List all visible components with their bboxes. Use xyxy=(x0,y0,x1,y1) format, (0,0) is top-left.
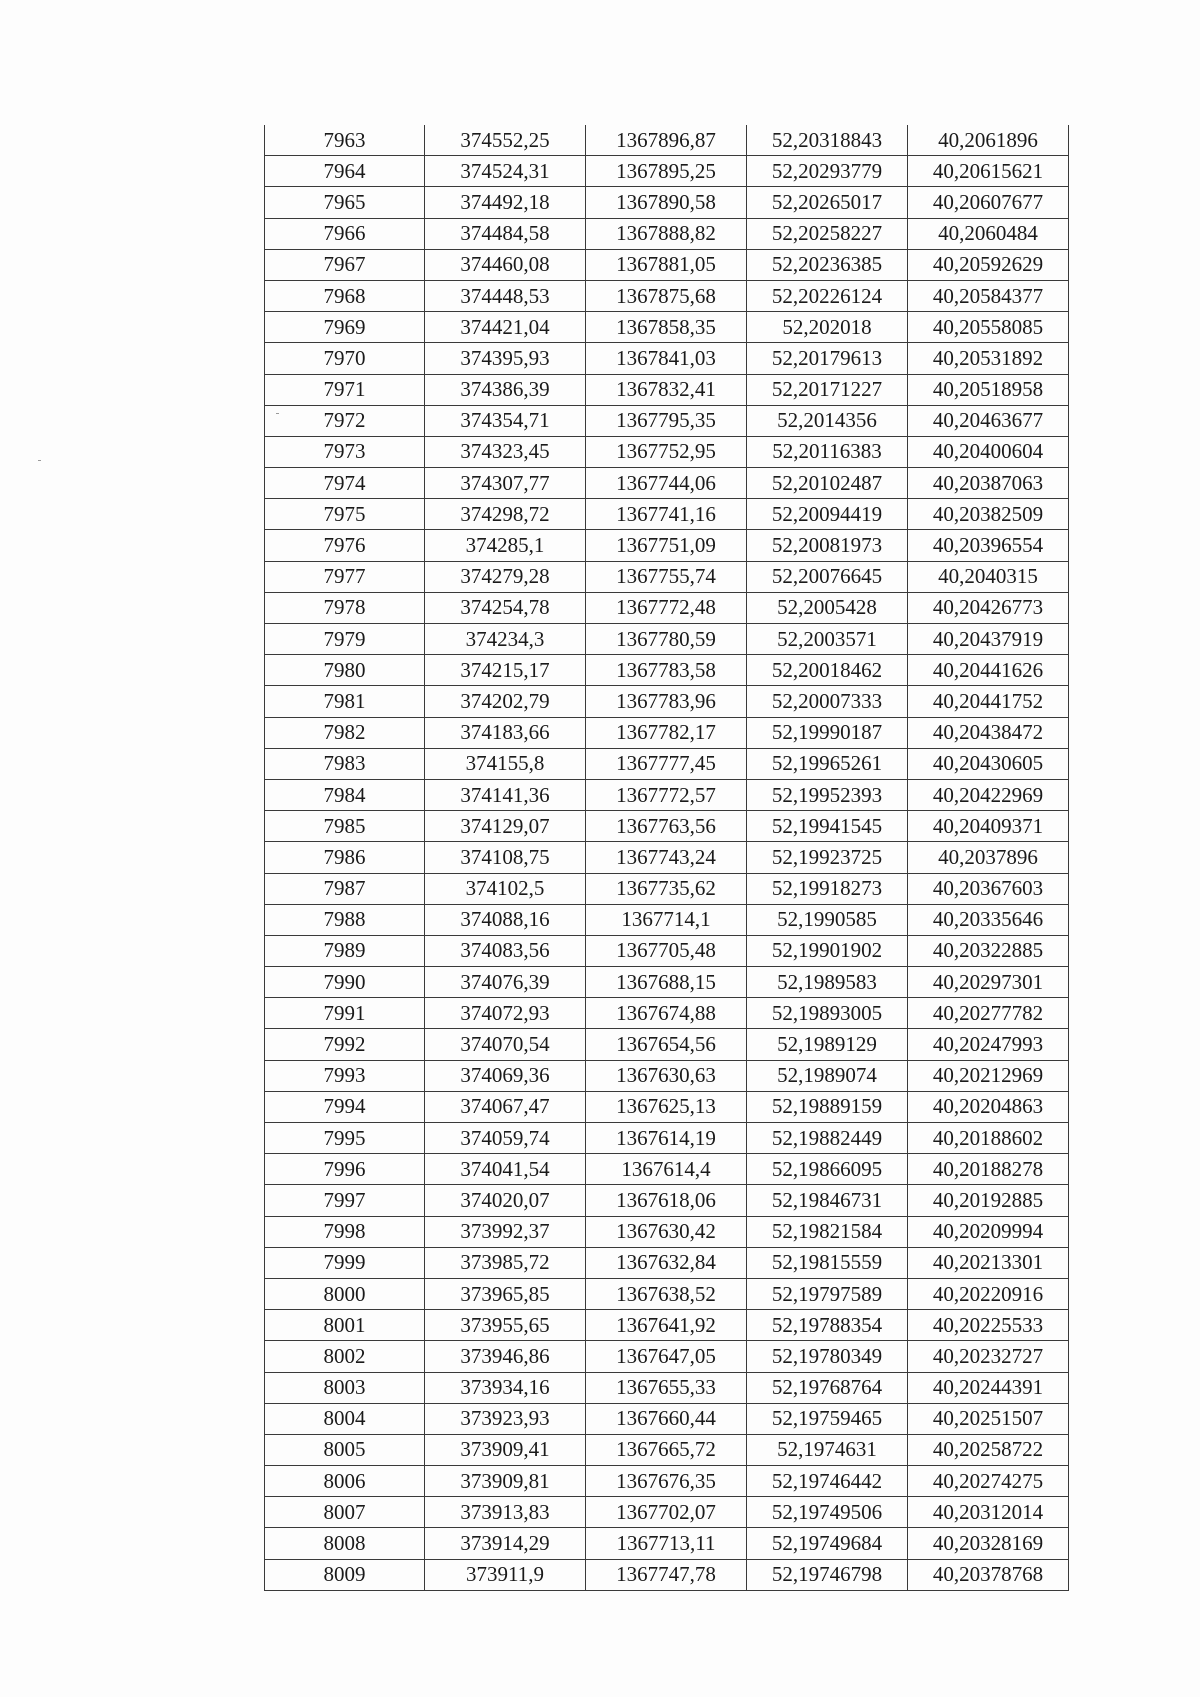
longitude-cell: 40,20277782 xyxy=(908,998,1069,1029)
longitude-cell: 40,2060484 xyxy=(908,218,1069,249)
y-coordinate-cell: 1367705,48 xyxy=(586,935,747,966)
point-number-cell: 8003 xyxy=(265,1372,425,1403)
x-coordinate-cell: 374254,78 xyxy=(425,592,586,623)
point-number-cell: 8007 xyxy=(265,1497,425,1528)
y-coordinate-cell: 1367875,68 xyxy=(586,280,747,311)
y-coordinate-cell: 1367881,05 xyxy=(586,249,747,280)
x-coordinate-cell: 373934,16 xyxy=(425,1372,586,1403)
latitude-cell: 52,19749684 xyxy=(747,1528,908,1559)
x-coordinate-cell: 374183,66 xyxy=(425,717,586,748)
x-coordinate-cell: 374076,39 xyxy=(425,967,586,998)
point-number-cell: 7982 xyxy=(265,717,425,748)
y-coordinate-cell: 1367625,13 xyxy=(586,1091,747,1122)
x-coordinate-cell: 374323,45 xyxy=(425,436,586,467)
x-coordinate-cell: 374421,04 xyxy=(425,312,586,343)
x-coordinate-cell: 374279,28 xyxy=(425,561,586,592)
y-coordinate-cell: 1367654,56 xyxy=(586,1029,747,1060)
longitude-cell: 40,20274275 xyxy=(908,1466,1069,1497)
latitude-cell: 52,20226124 xyxy=(747,280,908,311)
point-number-cell: 7993 xyxy=(265,1060,425,1091)
longitude-cell: 40,20441752 xyxy=(908,686,1069,717)
longitude-cell: 40,20212969 xyxy=(908,1060,1069,1091)
y-coordinate-cell: 1367676,35 xyxy=(586,1466,747,1497)
table-row xyxy=(265,1278,1069,1309)
longitude-cell: 40,20244391 xyxy=(908,1372,1069,1403)
coordinates-table xyxy=(264,125,1069,1591)
longitude-cell: 40,20558085 xyxy=(908,312,1069,343)
table-row xyxy=(265,1091,1069,1122)
x-coordinate-cell: 373914,29 xyxy=(425,1528,586,1559)
latitude-cell: 52,19866095 xyxy=(747,1154,908,1185)
x-coordinate-cell: 374129,07 xyxy=(425,811,586,842)
table-row xyxy=(265,280,1069,311)
x-coordinate-cell: 373965,85 xyxy=(425,1278,586,1309)
y-coordinate-cell: 1367688,15 xyxy=(586,967,747,998)
table-row xyxy=(265,624,1069,655)
y-coordinate-cell: 1367782,17 xyxy=(586,717,747,748)
x-coordinate-cell: 374307,77 xyxy=(425,468,586,499)
table-row xyxy=(265,1434,1069,1465)
x-coordinate-cell: 374069,36 xyxy=(425,1060,586,1091)
latitude-cell: 52,2005428 xyxy=(747,592,908,623)
x-coordinate-cell: 374041,54 xyxy=(425,1154,586,1185)
latitude-cell: 52,19952393 xyxy=(747,779,908,810)
point-number-cell: 7970 xyxy=(265,343,425,374)
x-coordinate-cell: 373992,37 xyxy=(425,1216,586,1247)
x-coordinate-cell: 374202,79 xyxy=(425,686,586,717)
point-number-cell: 7994 xyxy=(265,1091,425,1122)
point-number-cell: 7977 xyxy=(265,561,425,592)
longitude-cell: 40,20592629 xyxy=(908,249,1069,280)
latitude-cell: 52,19746442 xyxy=(747,1466,908,1497)
table-row xyxy=(265,1341,1069,1372)
y-coordinate-cell: 1367752,95 xyxy=(586,436,747,467)
point-number-cell: 7981 xyxy=(265,686,425,717)
x-coordinate-cell: 374492,18 xyxy=(425,187,586,218)
longitude-cell: 40,20387063 xyxy=(908,468,1069,499)
y-coordinate-cell: 1367614,19 xyxy=(586,1123,747,1154)
longitude-cell: 40,20312014 xyxy=(908,1497,1069,1528)
point-number-cell: 8008 xyxy=(265,1528,425,1559)
table-row xyxy=(265,1559,1069,1590)
point-number-cell: 7984 xyxy=(265,779,425,810)
table-row xyxy=(265,935,1069,966)
longitude-cell: 40,20209994 xyxy=(908,1216,1069,1247)
latitude-cell: 52,20265017 xyxy=(747,187,908,218)
table-row xyxy=(265,842,1069,873)
table-row xyxy=(265,779,1069,810)
longitude-cell: 40,20518958 xyxy=(908,374,1069,405)
x-coordinate-cell: 374067,47 xyxy=(425,1091,586,1122)
x-coordinate-cell: 374234,3 xyxy=(425,624,586,655)
longitude-cell: 40,20367603 xyxy=(908,873,1069,904)
latitude-cell: 52,20081973 xyxy=(747,530,908,561)
point-number-cell: 7985 xyxy=(265,811,425,842)
latitude-cell: 52,19746798 xyxy=(747,1559,908,1590)
x-coordinate-cell: 374108,75 xyxy=(425,842,586,873)
table-row xyxy=(265,811,1069,842)
y-coordinate-cell: 1367702,07 xyxy=(586,1497,747,1528)
latitude-cell: 52,20258227 xyxy=(747,218,908,249)
y-coordinate-cell: 1367632,84 xyxy=(586,1247,747,1278)
latitude-cell: 52,19846731 xyxy=(747,1185,908,1216)
longitude-cell: 40,20328169 xyxy=(908,1528,1069,1559)
x-coordinate-cell: 374460,08 xyxy=(425,249,586,280)
latitude-cell: 52,20076645 xyxy=(747,561,908,592)
table-row xyxy=(265,592,1069,623)
longitude-cell: 40,20378768 xyxy=(908,1559,1069,1590)
longitude-cell: 40,20426773 xyxy=(908,592,1069,623)
longitude-cell: 40,20213301 xyxy=(908,1247,1069,1278)
y-coordinate-cell: 1367630,42 xyxy=(586,1216,747,1247)
latitude-cell: 52,20007333 xyxy=(747,686,908,717)
latitude-cell: 52,20236385 xyxy=(747,249,908,280)
latitude-cell: 52,19965261 xyxy=(747,748,908,779)
latitude-cell: 52,20094419 xyxy=(747,499,908,530)
table-row xyxy=(265,312,1069,343)
y-coordinate-cell: 1367647,05 xyxy=(586,1341,747,1372)
table-row xyxy=(265,1466,1069,1497)
y-coordinate-cell: 1367777,45 xyxy=(586,748,747,779)
latitude-cell: 52,1989074 xyxy=(747,1060,908,1091)
y-coordinate-cell: 1367618,06 xyxy=(586,1185,747,1216)
longitude-cell: 40,20335646 xyxy=(908,904,1069,935)
table-row xyxy=(265,218,1069,249)
longitude-cell: 40,20400604 xyxy=(908,436,1069,467)
point-number-cell: 7963 xyxy=(265,125,425,156)
table-row xyxy=(265,748,1069,779)
table-row xyxy=(265,374,1069,405)
y-coordinate-cell: 1367660,44 xyxy=(586,1403,747,1434)
latitude-cell: 52,1990585 xyxy=(747,904,908,935)
longitude-cell: 40,20322885 xyxy=(908,935,1069,966)
longitude-cell: 40,20247993 xyxy=(908,1029,1069,1060)
latitude-cell: 52,19780349 xyxy=(747,1341,908,1372)
scan-speck xyxy=(38,460,41,461)
point-number-cell: 7973 xyxy=(265,436,425,467)
table-row xyxy=(265,998,1069,1029)
table-row xyxy=(265,1247,1069,1278)
y-coordinate-cell: 1367665,72 xyxy=(586,1434,747,1465)
x-coordinate-cell: 374083,56 xyxy=(425,935,586,966)
x-coordinate-cell: 373909,81 xyxy=(425,1466,586,1497)
table-row xyxy=(265,343,1069,374)
table-row xyxy=(265,156,1069,187)
y-coordinate-cell: 1367747,78 xyxy=(586,1559,747,1590)
point-number-cell: 7997 xyxy=(265,1185,425,1216)
latitude-cell: 52,19918273 xyxy=(747,873,908,904)
latitude-cell: 52,20018462 xyxy=(747,655,908,686)
point-number-cell: 7986 xyxy=(265,842,425,873)
y-coordinate-cell: 1367795,35 xyxy=(586,405,747,436)
x-coordinate-cell: 374285,1 xyxy=(425,530,586,561)
point-number-cell: 7979 xyxy=(265,624,425,655)
table-row xyxy=(265,405,1069,436)
table-row xyxy=(265,904,1069,935)
latitude-cell: 52,2014356 xyxy=(747,405,908,436)
y-coordinate-cell: 1367614,4 xyxy=(586,1154,747,1185)
x-coordinate-cell: 374552,25 xyxy=(425,125,586,156)
x-coordinate-cell: 373911,9 xyxy=(425,1559,586,1590)
longitude-cell: 40,20297301 xyxy=(908,967,1069,998)
point-number-cell: 7974 xyxy=(265,468,425,499)
x-coordinate-cell: 374524,31 xyxy=(425,156,586,187)
point-number-cell: 7968 xyxy=(265,280,425,311)
x-coordinate-cell: 374298,72 xyxy=(425,499,586,530)
table-row xyxy=(265,873,1069,904)
longitude-cell: 40,20531892 xyxy=(908,343,1069,374)
table-row xyxy=(265,655,1069,686)
x-coordinate-cell: 374354,71 xyxy=(425,405,586,436)
y-coordinate-cell: 1367858,35 xyxy=(586,312,747,343)
y-coordinate-cell: 1367783,96 xyxy=(586,686,747,717)
table-row xyxy=(265,1497,1069,1528)
point-number-cell: 7978 xyxy=(265,592,425,623)
y-coordinate-cell: 1367744,06 xyxy=(586,468,747,499)
longitude-cell: 40,20409371 xyxy=(908,811,1069,842)
table-row xyxy=(265,1528,1069,1559)
longitude-cell: 40,20188278 xyxy=(908,1154,1069,1185)
point-number-cell: 7969 xyxy=(265,312,425,343)
point-number-cell: 7987 xyxy=(265,873,425,904)
point-number-cell: 8004 xyxy=(265,1403,425,1434)
latitude-cell: 52,20116383 xyxy=(747,436,908,467)
latitude-cell: 52,2003571 xyxy=(747,624,908,655)
longitude-cell: 40,20188602 xyxy=(908,1123,1069,1154)
table-row xyxy=(265,249,1069,280)
x-coordinate-cell: 374020,07 xyxy=(425,1185,586,1216)
latitude-cell: 52,19901902 xyxy=(747,935,908,966)
longitude-cell: 40,20463677 xyxy=(908,405,1069,436)
table-row xyxy=(265,436,1069,467)
longitude-cell: 40,20607677 xyxy=(908,187,1069,218)
longitude-cell: 40,20437919 xyxy=(908,624,1069,655)
table-row xyxy=(265,1060,1069,1091)
x-coordinate-cell: 374386,39 xyxy=(425,374,586,405)
table-row xyxy=(265,1403,1069,1434)
x-coordinate-cell: 373913,83 xyxy=(425,1497,586,1528)
x-coordinate-cell: 373909,41 xyxy=(425,1434,586,1465)
latitude-cell: 52,19889159 xyxy=(747,1091,908,1122)
table-row xyxy=(265,686,1069,717)
table-row xyxy=(265,499,1069,530)
x-coordinate-cell: 374102,5 xyxy=(425,873,586,904)
point-number-cell: 7983 xyxy=(265,748,425,779)
latitude-cell: 52,19788354 xyxy=(747,1310,908,1341)
point-number-cell: 7966 xyxy=(265,218,425,249)
latitude-cell: 52,20179613 xyxy=(747,343,908,374)
table-row xyxy=(265,1372,1069,1403)
table-row xyxy=(265,187,1069,218)
y-coordinate-cell: 1367780,59 xyxy=(586,624,747,655)
y-coordinate-cell: 1367735,62 xyxy=(586,873,747,904)
x-coordinate-cell: 374448,53 xyxy=(425,280,586,311)
point-number-cell: 7965 xyxy=(265,187,425,218)
latitude-cell: 52,19815559 xyxy=(747,1247,908,1278)
x-coordinate-cell: 373946,86 xyxy=(425,1341,586,1372)
table-row xyxy=(265,468,1069,499)
y-coordinate-cell: 1367841,03 xyxy=(586,343,747,374)
latitude-cell: 52,1989129 xyxy=(747,1029,908,1060)
y-coordinate-cell: 1367832,41 xyxy=(586,374,747,405)
table-row xyxy=(265,1185,1069,1216)
latitude-cell: 52,20171227 xyxy=(747,374,908,405)
point-number-cell: 7964 xyxy=(265,156,425,187)
x-coordinate-cell: 373955,65 xyxy=(425,1310,586,1341)
longitude-cell: 40,2037896 xyxy=(908,842,1069,873)
longitude-cell: 40,2061896 xyxy=(908,125,1069,156)
x-coordinate-cell: 374484,58 xyxy=(425,218,586,249)
latitude-cell: 52,19923725 xyxy=(747,842,908,873)
latitude-cell: 52,202018 xyxy=(747,312,908,343)
longitude-cell: 40,2040315 xyxy=(908,561,1069,592)
y-coordinate-cell: 1367638,52 xyxy=(586,1278,747,1309)
latitude-cell: 52,1974631 xyxy=(747,1434,908,1465)
x-coordinate-cell: 373923,93 xyxy=(425,1403,586,1434)
point-number-cell: 8000 xyxy=(265,1278,425,1309)
longitude-cell: 40,20438472 xyxy=(908,717,1069,748)
latitude-cell: 52,19821584 xyxy=(747,1216,908,1247)
point-number-cell: 8006 xyxy=(265,1466,425,1497)
latitude-cell: 52,19759465 xyxy=(747,1403,908,1434)
x-coordinate-cell: 374215,17 xyxy=(425,655,586,686)
longitude-cell: 40,20258722 xyxy=(908,1434,1069,1465)
latitude-cell: 52,19768764 xyxy=(747,1372,908,1403)
point-number-cell: 7976 xyxy=(265,530,425,561)
x-coordinate-cell: 374395,93 xyxy=(425,343,586,374)
x-coordinate-cell: 374141,36 xyxy=(425,779,586,810)
y-coordinate-cell: 1367890,58 xyxy=(586,187,747,218)
table-row xyxy=(265,125,1069,156)
y-coordinate-cell: 1367783,58 xyxy=(586,655,747,686)
longitude-cell: 40,20204863 xyxy=(908,1091,1069,1122)
point-number-cell: 7995 xyxy=(265,1123,425,1154)
table-row xyxy=(265,1216,1069,1247)
point-number-cell: 8009 xyxy=(265,1559,425,1590)
table-row xyxy=(265,1029,1069,1060)
point-number-cell: 7980 xyxy=(265,655,425,686)
point-number-cell: 8002 xyxy=(265,1341,425,1372)
y-coordinate-cell: 1367630,63 xyxy=(586,1060,747,1091)
longitude-cell: 40,20251507 xyxy=(908,1403,1069,1434)
latitude-cell: 52,19990187 xyxy=(747,717,908,748)
table-row xyxy=(265,717,1069,748)
longitude-cell: 40,20584377 xyxy=(908,280,1069,311)
table-row xyxy=(265,1123,1069,1154)
y-coordinate-cell: 1367641,92 xyxy=(586,1310,747,1341)
x-coordinate-cell: 374088,16 xyxy=(425,904,586,935)
longitude-cell: 40,20232727 xyxy=(908,1341,1069,1372)
table-row xyxy=(265,1154,1069,1185)
x-coordinate-cell: 374072,93 xyxy=(425,998,586,1029)
x-coordinate-cell: 373985,72 xyxy=(425,1247,586,1278)
y-coordinate-cell: 1367714,1 xyxy=(586,904,747,935)
point-number-cell: 8005 xyxy=(265,1434,425,1465)
longitude-cell: 40,20220916 xyxy=(908,1278,1069,1309)
y-coordinate-cell: 1367888,82 xyxy=(586,218,747,249)
point-number-cell: 7992 xyxy=(265,1029,425,1060)
coordinates-table-body xyxy=(265,125,1069,1590)
point-number-cell: 7991 xyxy=(265,998,425,1029)
latitude-cell: 52,19797589 xyxy=(747,1278,908,1309)
latitude-cell: 52,20293779 xyxy=(747,156,908,187)
x-coordinate-cell: 374155,8 xyxy=(425,748,586,779)
longitude-cell: 40,20430605 xyxy=(908,748,1069,779)
y-coordinate-cell: 1367755,74 xyxy=(586,561,747,592)
y-coordinate-cell: 1367751,09 xyxy=(586,530,747,561)
y-coordinate-cell: 1367741,16 xyxy=(586,499,747,530)
y-coordinate-cell: 1367772,57 xyxy=(586,779,747,810)
longitude-cell: 40,20225533 xyxy=(908,1310,1069,1341)
x-coordinate-cell: 374059,74 xyxy=(425,1123,586,1154)
point-number-cell: 7999 xyxy=(265,1247,425,1278)
point-number-cell: 7998 xyxy=(265,1216,425,1247)
x-coordinate-cell: 374070,54 xyxy=(425,1029,586,1060)
longitude-cell: 40,20192885 xyxy=(908,1185,1069,1216)
table-row xyxy=(265,1310,1069,1341)
y-coordinate-cell: 1367763,56 xyxy=(586,811,747,842)
longitude-cell: 40,20422969 xyxy=(908,779,1069,810)
latitude-cell: 52,1989583 xyxy=(747,967,908,998)
y-coordinate-cell: 1367713,11 xyxy=(586,1528,747,1559)
y-coordinate-cell: 1367772,48 xyxy=(586,592,747,623)
table-row xyxy=(265,967,1069,998)
point-number-cell: 7988 xyxy=(265,904,425,935)
latitude-cell: 52,20102487 xyxy=(747,468,908,499)
latitude-cell: 52,19882449 xyxy=(747,1123,908,1154)
point-number-cell: 7975 xyxy=(265,499,425,530)
longitude-cell: 40,20441626 xyxy=(908,655,1069,686)
latitude-cell: 52,19941545 xyxy=(747,811,908,842)
latitude-cell: 52,19749506 xyxy=(747,1497,908,1528)
point-number-cell: 7989 xyxy=(265,935,425,966)
longitude-cell: 40,20382509 xyxy=(908,499,1069,530)
longitude-cell: 40,20615621 xyxy=(908,156,1069,187)
point-number-cell: 7971 xyxy=(265,374,425,405)
y-coordinate-cell: 1367674,88 xyxy=(586,998,747,1029)
point-number-cell: 8001 xyxy=(265,1310,425,1341)
point-number-cell: 7990 xyxy=(265,967,425,998)
latitude-cell: 52,19893005 xyxy=(747,998,908,1029)
y-coordinate-cell: 1367895,25 xyxy=(586,156,747,187)
y-coordinate-cell: 1367743,24 xyxy=(586,842,747,873)
latitude-cell: 52,20318843 xyxy=(747,125,908,156)
y-coordinate-cell: 1367655,33 xyxy=(586,1372,747,1403)
table-row xyxy=(265,530,1069,561)
longitude-cell: 40,20396554 xyxy=(908,530,1069,561)
point-number-cell: 7972 xyxy=(265,405,425,436)
point-number-cell: 7967 xyxy=(265,249,425,280)
y-coordinate-cell: 1367896,87 xyxy=(586,125,747,156)
point-number-cell: 7996 xyxy=(265,1154,425,1185)
table-row xyxy=(265,561,1069,592)
